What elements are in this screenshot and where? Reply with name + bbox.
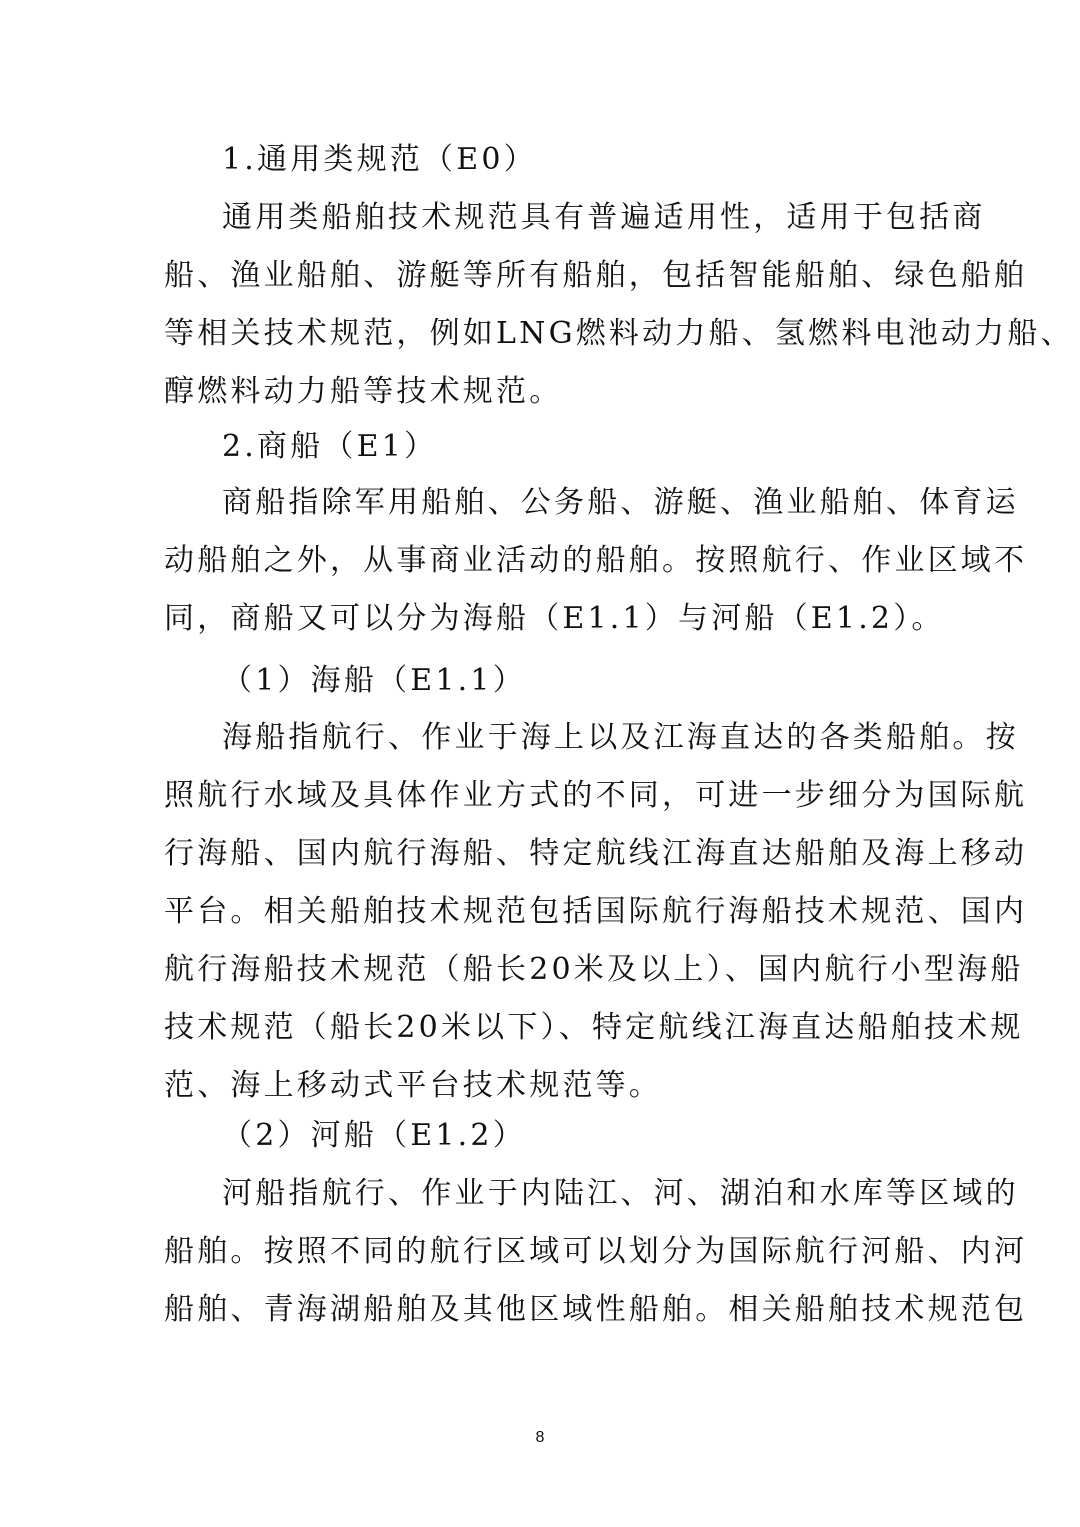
section-heading-e0: 1.通用类规范（E0） [222,142,537,177]
paragraph-line: 平台。相关船舶技术规范包括国际航行海船技术规范、国内 [164,894,1028,929]
paragraph-line: 航行海船技术规范（船长20米及以上）、国内航行小型海船 [164,952,1024,987]
paragraph-line: 照航行水域及具体作业方式的不同，可进一步细分为国际航 [164,778,1028,813]
paragraph-line: 船舶。按照不同的航行区域可以划分为国际航行河船、内河 [164,1234,1028,1269]
paragraph-line: 船、渔业船舶、游艇等所有船舶，包括智能船舶、绿色船舶 [164,258,1028,293]
paragraph-line: 通用类船舶技术规范具有普遍适用性，适用于包括商 [222,200,986,235]
paragraph-line: 醇燃料动力船等技术规范。 [164,374,563,409]
paragraph-line: 同，商船又可以分为海船（E1.1）与河船（E1.2）。 [164,601,945,636]
paragraph-line: 河船指航行、作业于内陆江、河、湖泊和水库等区域的 [222,1176,1019,1211]
paragraph-line: 商船指除军用船舶、公务船、游艇、渔业船舶、体育运 [222,485,1019,520]
paragraph-line: 技术规范（船长20米以下）、特定航线江海直达船舶技术规 [164,1010,1024,1045]
section-heading-e1-1: （1）海船（E1.1） [222,663,526,698]
paragraph-line: 行海船、国内航行海船、特定航线江海直达船舶及海上移动 [164,836,1028,871]
paragraph-line: 范、海上移动式平台技术规范等。 [164,1068,662,1103]
paragraph-line: 船舶、青海湖船舶及其他区域性船舶。相关船舶技术规范包 [164,1292,1028,1327]
paragraph-line: 等相关技术规范，例如LNG燃料动力船、氢燃料电池动力船、 [164,316,1074,351]
paragraph-line: 动船舶之外，从事商业活动的船舶。按照航行、作业区域不 [164,543,1028,578]
section-heading-e1: 2.商船（E1） [222,429,438,464]
section-heading-e1-2: （2）河船（E1.2） [222,1118,526,1153]
page-number: 8 [535,1429,545,1446]
paragraph-line: 海船指航行、作业于海上以及江海直达的各类船舶。按 [222,720,1019,755]
